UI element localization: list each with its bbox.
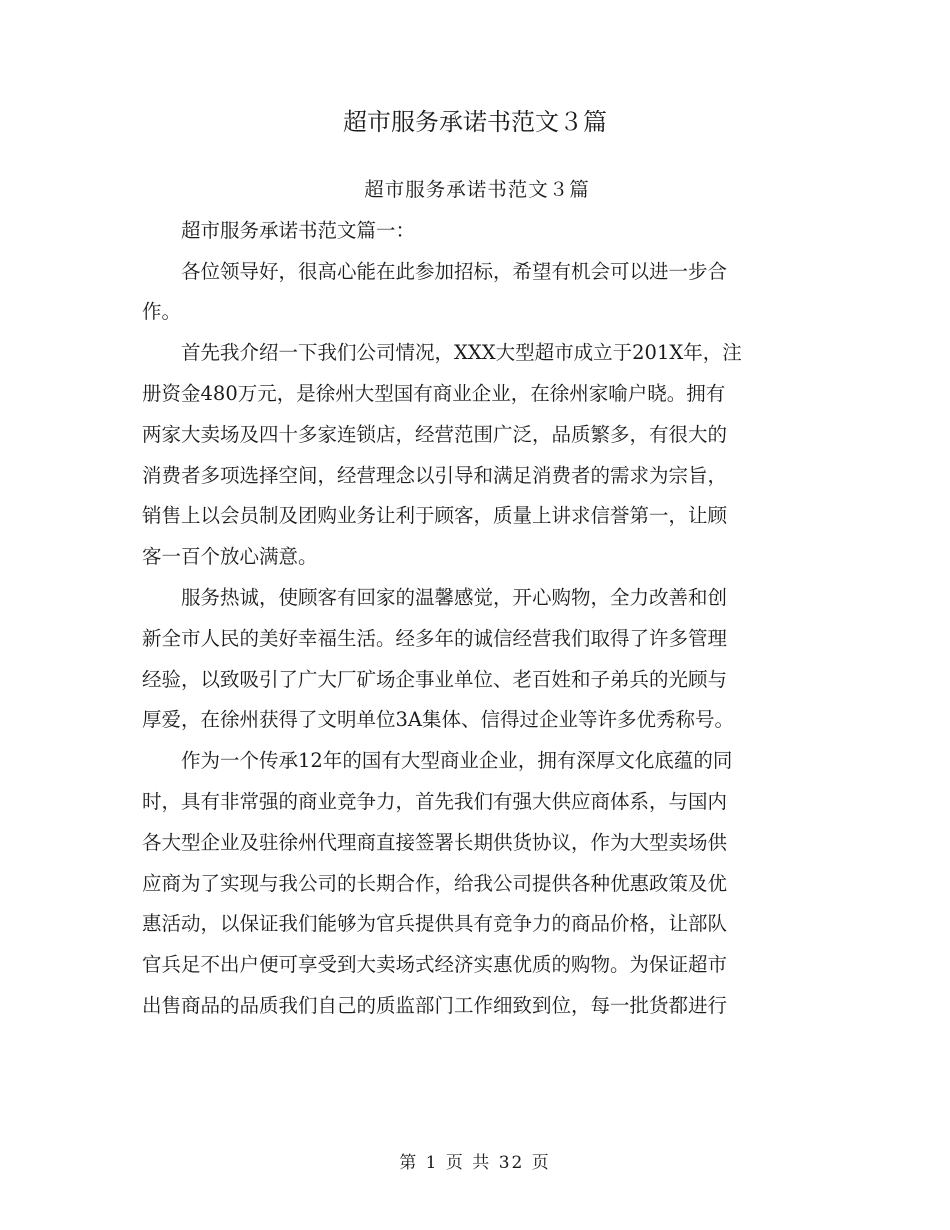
text-line: 作。 — [142, 300, 182, 324]
text-line: 出售商品的品质我们自己的质监部门工作细致到位，每一批货都进行 — [142, 993, 728, 1017]
paragraph-4 — [142, 741, 812, 1027]
text-line: 经验，以致吸引了广大厂矿场企事业单位、老百姓和子弟兵的光顾与 — [142, 667, 728, 691]
page-footer: 第 1 页 共 32 页 — [399, 1153, 551, 1173]
document-title: 超市服务承诺书范文３篇 — [343, 108, 607, 136]
paragraph-3 — [142, 578, 812, 741]
text-line: 册资金480万元，是徐州大型国有商业企业，在徐州家喻户晓。拥有 — [142, 381, 726, 405]
text-line: 各大型企业及驻徐州代理商直接签署长期供货协议，作为大型卖场供 — [142, 830, 728, 854]
text-line: 客一百个放心满意。 — [142, 545, 318, 569]
text-line: 官兵足不出户便可享受到大卖场式经济实惠优质的购物。为保证超市 — [142, 953, 728, 977]
text-line: 首先我介绍一下我们公司情况，XXX大型超市成立于201X年，注 — [181, 341, 742, 365]
text-line: 各位领导好，很高心能在此参加招标，希望有机会可以进一步合 — [181, 259, 728, 283]
paragraph-2 — [142, 333, 812, 578]
text-line: 时，具有非常强的商业竞争力，首先我们有强大供应商体系，与国内 — [142, 789, 728, 813]
paragraph-1 — [142, 252, 812, 334]
section-heading: 超市服务承诺书范文篇一： — [181, 218, 416, 242]
document-subtitle: 超市服务承诺书范文３篇 — [364, 178, 590, 201]
text-line: 应商为了实现与我公司的长期合作，给我公司提供各种优惠政策及优 — [142, 871, 728, 895]
text-line: 新全市人民的美好幸福生活。经多年的诚信经营我们取得了许多管理 — [142, 626, 728, 650]
text-line: 销售上以会员制及团购业务让利于顾客，质量上讲求信誉第一，让顾 — [142, 504, 728, 528]
text-line: 厚爱，在徐州获得了文明单位3A集体、信得过企业等许多优秀称号。 — [142, 708, 734, 732]
text-line: 作为一个传承12年的国有大型商业企业，拥有深厚文化底蕴的同 — [181, 749, 733, 773]
text-line: 两家大卖场及四十多家连锁店，经营范围广泛，品质繁多，有很大的 — [142, 422, 728, 446]
document-body — [142, 170, 812, 1027]
text-line: 消费者多项选择空间，经营理念以引导和满足消费者的需求为宗旨， — [142, 463, 728, 487]
text-line: 惠活动，以保证我们能够为官兵提供具有竞争力的商品价格，让部队 — [142, 912, 728, 936]
text-line: 服务热诚，使顾客有回家的温馨感觉，开心购物，全力改善和创 — [181, 585, 728, 609]
